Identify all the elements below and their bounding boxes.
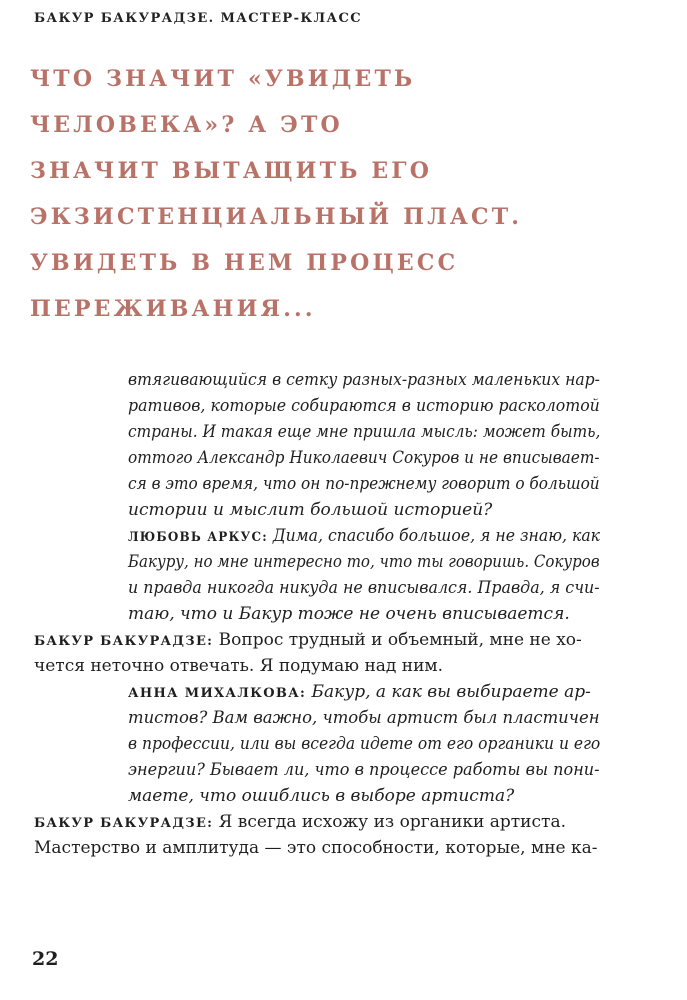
- body-line-text: и правда никогда никуда не вписывался. Правда, я счи-: [128, 578, 600, 598]
- body-line-text: втягивающийся в сетку разных-разных маленьких нар-: [128, 370, 600, 390]
- body-line: [34, 838, 598, 858]
- body-line-text: в профессии, или вы всегда идете от его органики и его: [128, 734, 601, 754]
- speaker-line: [34, 630, 582, 652]
- body-line-text: Бакуру, но мне интересно то, что ты говоришь. Сокуров: [128, 552, 600, 572]
- speaker-line: [128, 526, 600, 548]
- body-line-text: Мастерство и амплитуда — это способности, которые, мне ка-: [34, 838, 598, 858]
- body-line: [128, 448, 600, 468]
- speaker-line: [34, 812, 566, 834]
- pull-quote-line: ПЕРЕЖИВАНИЯ...: [30, 296, 316, 322]
- body-line: [128, 500, 492, 520]
- speaker-name: ЛЮБОВЬ АРКУС:: [128, 530, 268, 545]
- body-line: [128, 760, 600, 780]
- body-line: [34, 656, 443, 676]
- page-number: 22: [32, 948, 59, 970]
- speaker-name: БАКУР БАКУРАДЗЕ:: [34, 816, 214, 831]
- body-line-text: маете, что ошиблись в выборе артиста?: [128, 786, 515, 806]
- pull-quote: [30, 56, 660, 332]
- body-line: [128, 552, 600, 572]
- body-line-text: ративов, которые собираются в историю расколотой: [128, 396, 600, 416]
- body-line: [128, 578, 600, 598]
- body-line: [128, 734, 600, 754]
- pull-quote-line: УВИДЕТЬ В НЕМ ПРОЦЕСС: [30, 250, 459, 276]
- body-line-text: Вопрос трудный и объемный, мне не хо-: [218, 630, 582, 650]
- body-line-text: тистов? Вам важно, чтобы артист был пластичен: [128, 708, 600, 728]
- pull-quote-line: ЭКЗИСТЕНЦИАЛЬНЫЙ ПЛАСТ.: [30, 204, 523, 230]
- speaker-name: БАКУР БАКУРАДЗЕ:: [34, 634, 214, 649]
- body-line-text: ся в это время, что он по-прежнему говорит о большой: [128, 474, 600, 494]
- body-line-text: оттого Александр Николаевич Сокуров и не вписывает-: [128, 448, 600, 468]
- body-line-text: Я всегда исхожу из органики артиста.: [218, 812, 566, 832]
- speaker-line: [128, 682, 591, 704]
- body-line-text: Бакур, а как вы выбираете ар-: [311, 682, 591, 702]
- body-line-text: истории и мыслит большой историей?: [128, 500, 493, 520]
- pull-quote-line: ЧТО ЗНАЧИТ «УВИДЕТЬ: [30, 66, 416, 92]
- body-line: [128, 422, 600, 442]
- body-line-text: таю, что и Бакур тоже не очень вписывается.: [128, 604, 570, 624]
- running-head: БАКУР БАКУРАДЗЕ. МАСТЕР-КЛАСС: [34, 11, 362, 26]
- body-line: [128, 786, 514, 806]
- pull-quote-line: ЧЕЛОВЕКА»? А ЭТО: [30, 112, 343, 138]
- body-line-text: страны. И такая еще мне пришла мысль: может быть,: [128, 422, 601, 442]
- body-line: [128, 396, 600, 416]
- body-line: [128, 474, 600, 494]
- pull-quote-line: ЗНАЧИТ ВЫТАЩИТЬ ЕГО: [30, 158, 433, 184]
- body-line: [128, 604, 570, 624]
- body-line: [128, 708, 600, 728]
- body-line-text: чется неточно отвечать. Я подумаю над ним.: [34, 656, 444, 676]
- body-line: [128, 370, 600, 390]
- body-line-text: энергии? Бывает ли, что в процессе работы вы пони-: [128, 760, 600, 780]
- body-line-text: Дима, спасибо большое, я не знаю, как: [272, 526, 601, 546]
- speaker-name: АННА МИХАЛКОВА:: [128, 686, 307, 701]
